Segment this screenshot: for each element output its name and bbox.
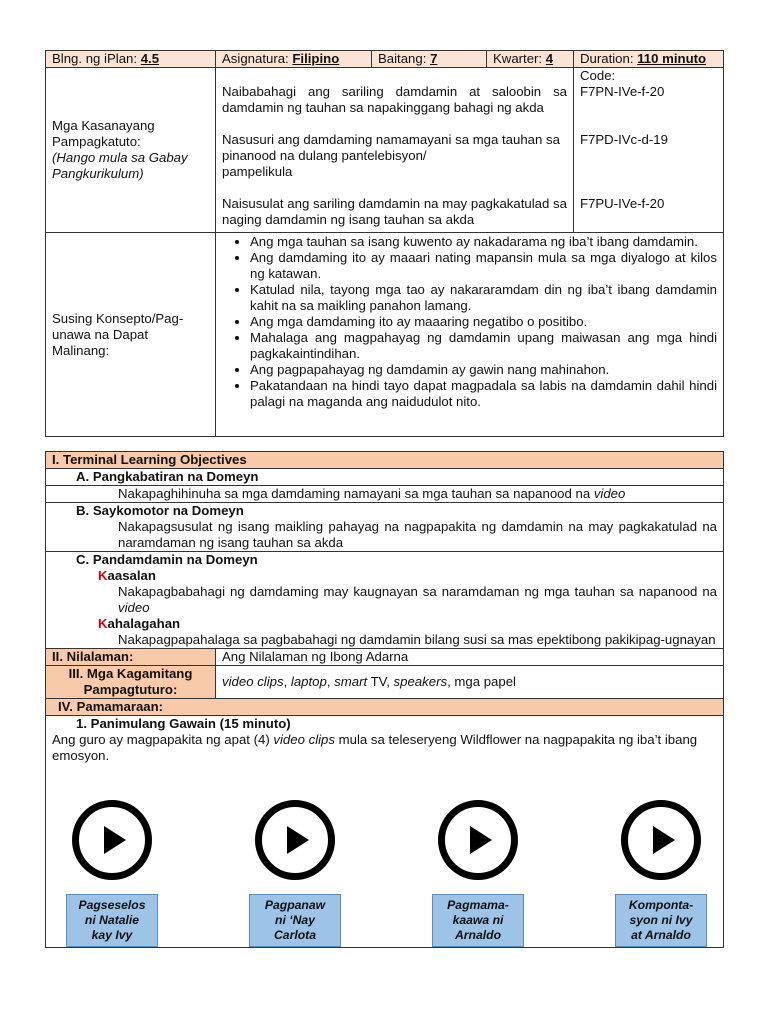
quarter-value: 4: [545, 51, 554, 66]
clip-label-4: Komponta- syon ni Ivy at Arnaldo: [615, 894, 707, 947]
competency-code-3: F7PU-IVe-f-20: [580, 196, 665, 211]
competencies-text: [216, 68, 574, 233]
clip-label-1: Pagseselos ni Natalie kay Ivy: [66, 894, 158, 947]
kahalagahan-text: Nakapagpapahalaga sa pagbabahagi ng damdamin bilang susi sa mas epektibong pakikipag-ugnayan: [118, 632, 716, 647]
clip-label-2: Pagpanaw ni ‘Nay Carlota: [249, 894, 341, 947]
iplan-cell: Blng. ng iPlan: 4.5: [46, 51, 216, 68]
subject-cell: Asignatura: Filipino: [216, 51, 372, 68]
video-clips-row: [52, 800, 717, 947]
competency-3: Naisusulat ang sariling damdamin na may pagkakatulad sa naging damdamin ng isang tauhan sa akda: [222, 196, 567, 227]
objective-c-title: C. Pandamdamin na Domeyn: [76, 552, 258, 567]
materials-row: [46, 666, 724, 699]
concept-item: • Katulad nila, tayong mga tao ay nakararamdam din ng iba’t ibang damdamin kahit na sa maikling panahon lamang.: [250, 282, 717, 314]
competency-1: Naibabahagi ang sariling damdamin at saloobin sa damdamin ng tauhan sa napakinggang bahagi ng akda: [222, 84, 567, 115]
concept-item: • Ang damdaming ito ay maaari nating mapansin mula sa mga diyalogo at kilos ng katawan.: [250, 250, 717, 282]
concepts-list: [222, 234, 717, 410]
play-button-icon[interactable]: [438, 800, 518, 880]
content-row: [46, 649, 724, 666]
procedure-header-row: [46, 699, 724, 716]
step-text: Ang guro ay magpapakita ng apat (4) video clips mula sa teleseryeng Wildflower na nagpapakita ng iba’t ibang emosyon.: [52, 732, 698, 763]
kaasalan-text: Nakapagbabahagi ng damdaming may kaugnayan sa naramdaman ng mga tauhan sa napanood na video: [118, 584, 718, 615]
objective-b-title: B. Saykomotor na Domeyn: [76, 503, 244, 518]
step-title: 1. Panimulang Gawain (15 minuto): [76, 716, 291, 731]
competencies-label: Mga Kasanayang Pampagkatuto: (Hango mula sa Gabay Pangkurikulum): [46, 68, 216, 233]
clip-2[interactable]: [249, 800, 341, 947]
materials-value: video clips, laptop, smart TV, speakers, mga papel: [216, 666, 724, 699]
grade-cell: Baitang: 7: [372, 51, 487, 68]
objectives-header-row: [46, 452, 724, 469]
procedure-label: IV. Pamamaraan:: [46, 699, 724, 716]
competency-codes: Code: F7PN-IVe-f-20 F7PD-IVc-d-19 F7PU-IVe-f-20: [574, 68, 724, 233]
grade-value: 7: [430, 51, 438, 66]
quarter-cell: Kwarter: 4: [487, 51, 574, 68]
objective-a-text-row: [46, 486, 724, 503]
objective-b-row: [46, 503, 724, 552]
concept-item: • Mahalaga ang magpahayag ng damdamin upang maiwasan ang mga hindi pagkakaintindihan.: [250, 330, 717, 362]
concept-item: • Ang mga tauhan sa isang kuwento ay nakadarama ng iba’t ibang damdamin.: [250, 234, 717, 250]
objective-a-title: A. Pangkabatiran na Domeyn: [76, 469, 259, 484]
competency-code-2: F7PD-IVc-d-19: [580, 132, 668, 147]
duration-value: 110 minuto: [637, 51, 707, 66]
competency-code-1: F7PN-IVe-f-20: [580, 84, 665, 99]
objective-a-row: [46, 469, 724, 486]
content-value: Ang Nilalaman ng Ibong Adarna: [216, 649, 724, 666]
concepts-row: [46, 233, 724, 437]
objective-b-text: Nakapagsusulat ng isang maikling pahayag na nagpapakita ng damdamin na may pagkakatulad na naramdaman ng isang tauhan sa akda: [118, 519, 718, 550]
competency-2: Nasusuri ang damdaming namamayani sa mga tauhan sa pinanood na dulang pantelebisyon/ pampelikula: [222, 132, 560, 179]
play-button-icon[interactable]: [621, 800, 701, 880]
play-button-icon[interactable]: [72, 800, 152, 880]
iplan-number: 4.5: [140, 51, 160, 66]
concepts-list-cell: [216, 233, 724, 437]
clip-4[interactable]: [615, 800, 707, 947]
clip-3[interactable]: [432, 800, 524, 947]
materials-label: III. Mga Kagamitang Pampagtuturo:: [46, 666, 216, 699]
concept-item: • Ang pagpapahayag ng damdamin ay gawin nang mahinahon.: [250, 362, 717, 378]
concepts-label: Susing Konsepto/Pag- unawa na Dapat Malinang:: [46, 233, 216, 437]
objective-a-text: Nakapaghihinuha sa mga damdaming namayani sa mga tauhan sa napanood na video: [118, 486, 626, 501]
kahalagahan-heading: Kahalagahan: [98, 616, 181, 631]
kaasalan-heading: Kaasalan: [98, 568, 156, 583]
header-row: [46, 51, 724, 68]
competencies-row: [46, 68, 724, 233]
lesson-body-table: [45, 451, 724, 948]
clip-label-3: Pagmama- kaawa ni Arnaldo: [432, 894, 524, 947]
play-button-icon[interactable]: [255, 800, 335, 880]
procedure-body-row: [46, 716, 724, 948]
content-label: II. Nilalaman:: [46, 649, 216, 666]
clip-1[interactable]: [66, 800, 158, 947]
concept-item: • Ang mga damdaming ito ay maaaring negatibo o positibo.: [250, 314, 717, 330]
subject-value: Filipino: [292, 51, 340, 66]
duration-cell: Duration: 110 minuto: [574, 51, 724, 68]
lesson-info-table: [45, 50, 724, 437]
concept-item: • Pakatandaan na hindi tayo dapat magpadala sa labis na damdamin dahil hindi palagi na maganda ang naidudulot nito.: [250, 378, 717, 410]
objectives-title: I. Terminal Learning Objectives: [46, 452, 724, 469]
objective-c-row: [46, 552, 724, 649]
